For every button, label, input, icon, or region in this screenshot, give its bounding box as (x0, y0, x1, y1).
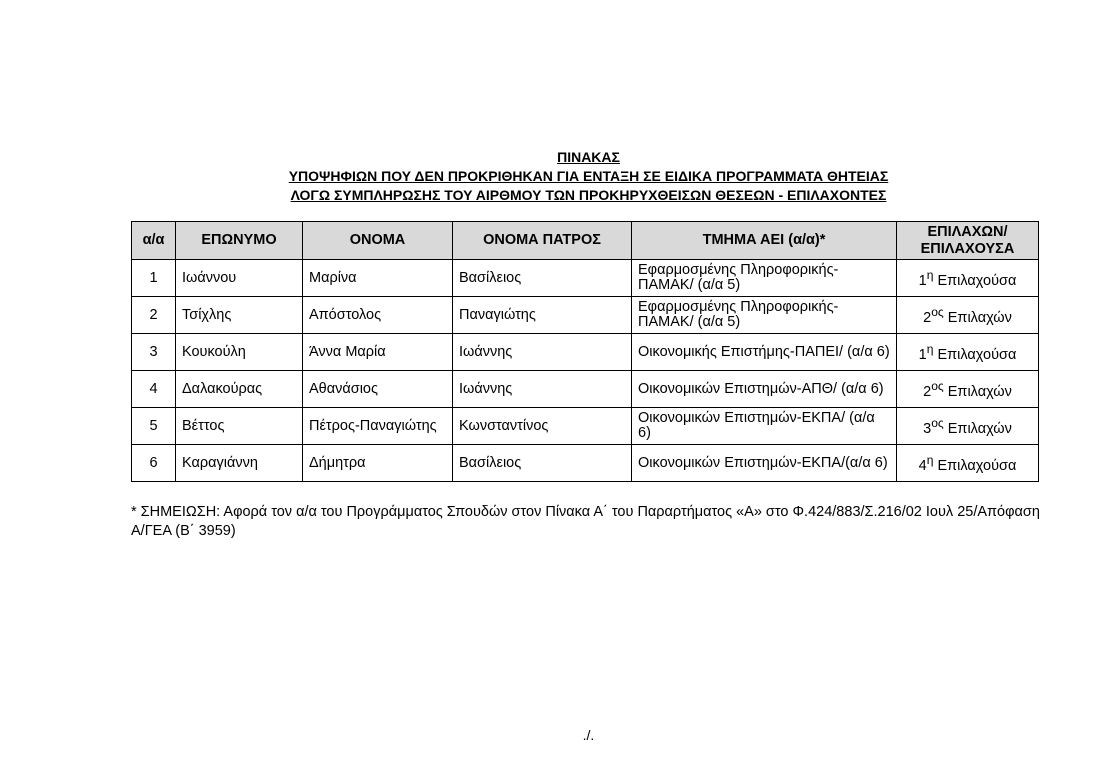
status-word: Επιλαχούσα (937, 272, 1017, 289)
table-row (132, 297, 1039, 334)
header-name: ΟΝΟΜΑ (303, 222, 453, 260)
status-rank: 3 (923, 420, 932, 437)
cell-name: Πέτρος-Παναγιώτης (303, 408, 453, 445)
table-header-row (132, 222, 1039, 260)
cell-department: Οικονομικών Επιστημών-ΕΚΠΑ/ (α/α 6) (632, 408, 897, 445)
candidates-table (131, 221, 1039, 482)
status-word: Επιλαχών (947, 309, 1012, 326)
page-continuation-mark: ./. (582, 727, 595, 743)
cell-name: Άννα Μαρία (303, 334, 453, 371)
cell-aa: 4 (132, 371, 176, 408)
cell-department: Εφαρμοσμένης Πληροφορικής-ΠΑΜΑΚ/ (α/α 5) (632, 260, 897, 297)
cell-surname: Τσίχλης (176, 297, 303, 334)
document-title-block (0, 148, 1117, 205)
cell-status (897, 408, 1039, 445)
header-surname: ΕΠΩΝΥΜΟ (176, 222, 303, 260)
cell-surname: Ιωάννου (176, 260, 303, 297)
cell-father: Βασίλειος (453, 260, 632, 297)
cell-status (897, 260, 1039, 297)
status-rank: 2 (923, 383, 932, 400)
status-rank: 1 (918, 346, 927, 363)
cell-father: Κωνσταντίνος (453, 408, 632, 445)
cell-father: Ιωάννης (453, 371, 632, 408)
cell-name: Δήμητρα (303, 445, 453, 482)
table-row (132, 445, 1039, 482)
cell-department: Οικονομικών Επιστημών-ΕΚΠΑ/(α/α 6) (632, 445, 897, 482)
status-word: Επιλαχούσα (937, 457, 1017, 474)
header-status: ΕΠΙΛΑΧΩΝ/ ΕΠΙΛΑΧΟΥΣΑ (897, 222, 1039, 260)
status-word: Επιλαχών (947, 420, 1012, 437)
cell-aa: 3 (132, 334, 176, 371)
footnote: * ΣΗΜΕΙΩΣΗ: Αφορά τον α/α του Προγράμματος Σπουδών στον Πίνακα Α΄ του Παραρτήματος «Α» στο Φ.424/883/Σ.216/02 Ιουλ 25/Απόφαση Α/ΓΕΑ (Β΄ 3959) (131, 504, 1040, 539)
cell-surname: Καραγιάννη (176, 445, 303, 482)
title-line-3: ΛΟΓΩ ΣΥΜΠΛΗΡΩΣΗΣ ΤΟΥ ΑΙΡΘΜΟΥ ΤΩΝ ΠΡΟΚΗΡΥΧΘΕΙΣΩΝ ΘΕΣΕΩΝ - ΕΠΙΛΑΧΟΝΤΕΣ (290, 187, 887, 203)
cell-aa: 6 (132, 445, 176, 482)
cell-father: Παναγιώτης (453, 297, 632, 334)
table-row (132, 371, 1039, 408)
cell-aa: 5 (132, 408, 176, 445)
cell-name: Αθανάσιος (303, 371, 453, 408)
header-aa: α/α (132, 222, 176, 260)
header-father-name: ΟΝΟΜΑ ΠΑΤΡΟΣ (453, 222, 632, 260)
status-rank-suffix: ος (931, 304, 944, 319)
status-rank: 4 (918, 457, 927, 474)
cell-status (897, 334, 1039, 371)
cell-department: Εφαρμοσμένης Πληροφορικής-ΠΑΜΑΚ/ (α/α 5) (632, 297, 897, 334)
status-rank-suffix: ος (931, 415, 944, 430)
cell-name: Μαρίνα (303, 260, 453, 297)
status-rank-suffix: η (926, 267, 934, 282)
status-word: Επιλαχών (947, 383, 1012, 400)
table-row (132, 260, 1039, 297)
table-row (132, 334, 1039, 371)
cell-surname: Δαλακούρας (176, 371, 303, 408)
title-line-1: ΠΙΝΑΚΑΣ (557, 149, 620, 165)
table-row (132, 408, 1039, 445)
cell-surname: Κουκούλη (176, 334, 303, 371)
cell-department: Οικονομικών Επιστημών-ΑΠΘ/ (α/α 6) (632, 371, 897, 408)
status-rank: 2 (923, 309, 932, 326)
cell-aa: 2 (132, 297, 176, 334)
cell-surname: Βέττος (176, 408, 303, 445)
status-rank-suffix: η (926, 341, 934, 356)
cell-status (897, 445, 1039, 482)
status-rank-suffix: ος (931, 378, 944, 393)
cell-father: Βασίλειος (453, 445, 632, 482)
status-rank-suffix: η (926, 452, 934, 467)
cell-department: Οικονομικής Επιστήμης-ΠΑΠΕΙ/ (α/α 6) (632, 334, 897, 371)
cell-aa: 1 (132, 260, 176, 297)
header-department: ΤΜΗΜΑ ΑΕΙ (α/α)* (632, 222, 897, 260)
cell-status (897, 371, 1039, 408)
cell-status (897, 297, 1039, 334)
status-word: Επιλαχούσα (937, 346, 1017, 363)
cell-name: Απόστολος (303, 297, 453, 334)
status-rank: 1 (918, 272, 927, 289)
title-line-2: ΥΠΟΨΗΦΙΩΝ ΠΟΥ ΔΕΝ ΠΡΟΚΡΙΘΗΚΑΝ ΓΙΑ ΕΝΤΑΞΗ ΣΕ ΕΙΔΙΚΑ ΠΡΟΓΡΑΜΜΑΤΑ ΘΗΤΕΙΑΣ (288, 168, 889, 184)
cell-father: Ιωάννης (453, 334, 632, 371)
